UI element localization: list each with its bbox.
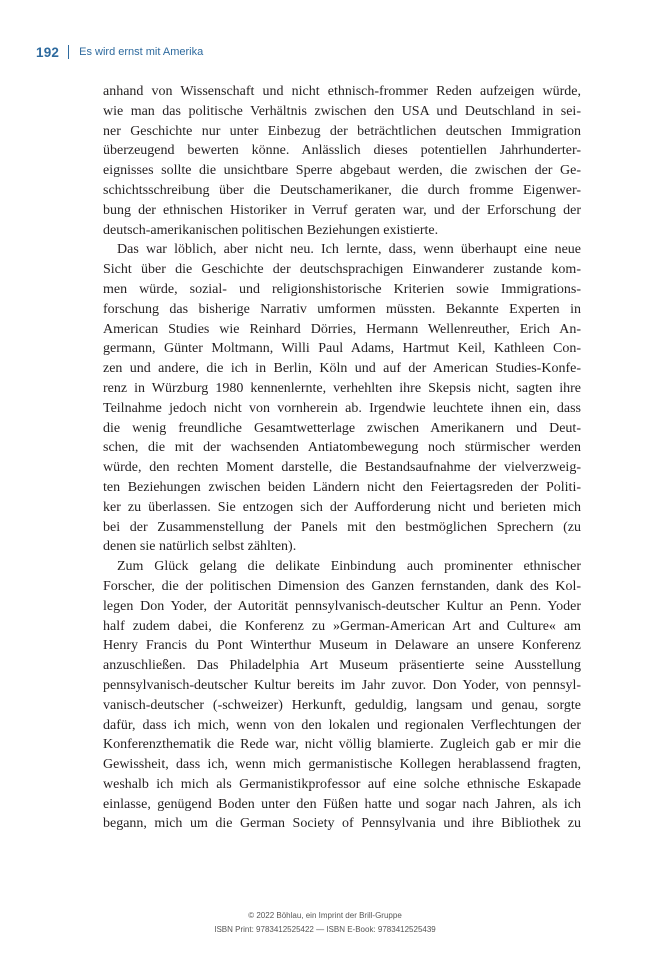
text-line: vanisch-deutscher (-schweizer) Herkunft, geduldig, langsam und genau, sorgte — [103, 697, 581, 713]
text-line: schen, die mit der wachsenden Antiatombewegung noch stürmischer werden — [103, 440, 581, 456]
text-line: Sicht über die Geschichte der deutschsprachigen Einwanderer zustande kom- — [103, 262, 581, 278]
text-line: deutsch-amerikanischen politischen Beziehungen existierte. — [103, 222, 439, 238]
paragraph — [103, 557, 581, 834]
running-header — [36, 42, 203, 62]
text-line: Zum Glück gelang die delikate Einbindung auch prominenter ethnischer — [117, 559, 581, 575]
text-line: Konferenzthematik die Rede war, nicht völlig blamierte. Zugleich gab er mir die — [103, 737, 581, 753]
paragraph — [103, 240, 581, 557]
text-line: legen Don Yoder, der Autorität pennsylvanisch-deutscher Kultur an Penn. Yoder — [103, 598, 581, 614]
text-line: eignisses sollte die unsichtbare Sperre abgebaut werden, die zwischen der Ge- — [103, 163, 581, 179]
footer-isbn: ISBN Print: 9783412525422 — ISBN E-Book: 9783412525439 — [214, 925, 436, 934]
header-divider — [68, 45, 69, 59]
text-line: Henry Francis du Pont Winterthur Museum in Delaware an unsere Konferenz — [103, 638, 581, 654]
text-line: wie man das politische Verhältnis zwischen den USA und Deutschland in sei- — [103, 103, 581, 119]
text-line: schichtsschreibung über die Deutschamerikaner, die durch fromme Eigenwer- — [103, 182, 581, 198]
text-line: Teilnahme jedoch nicht von vornherein ab. Irgendwie leuchtete ihnen ein, dass — [103, 400, 581, 416]
footer — [0, 909, 650, 937]
text-line: American Studies wie Reinhard Dörries, Hermann Wellenreuther, Erich An- — [103, 321, 581, 337]
text-line: überzeugend bewerten könne. Anlässlich dieses potentiellen Jahrhunderter- — [103, 143, 581, 159]
text-line: ner Geschichte nur unter Einbezug der beträchtlichen deutschen Immigration — [103, 123, 581, 139]
text-line: anzuschließen. Das Philadelphia Art Museum präsentierte seine Ausstellung — [103, 658, 581, 674]
text-line: Forscher, die der politischen Dimension des Ganzen fernstanden, dank des Kol- — [103, 578, 581, 594]
text-line: bei der Zusammenstellung der Panels mit den bestmöglichen Sprechern (zu — [103, 519, 581, 535]
text-line: ker zu überlassen. Sie entzogen sich der Aufforderung nicht und berieten mich — [103, 499, 581, 515]
paragraph — [103, 82, 581, 240]
text-line: pennsylvanisch-deutscher Kultur bereits im Jahr zuvor. Don Yoder, von pennsyl- — [103, 677, 581, 693]
text-line: germann, Günter Moltmann, Willi Paul Adams, Hartmut Keil, Kathleen Con- — [103, 341, 581, 357]
text-line: zen und andere, die ich in Berlin, Köln und auf der American Studies-Konfe- — [103, 361, 581, 377]
text-line: renz in Würzburg 1980 kennenlernte, verhehlten ihre Skepsis nicht, sagten ihre — [103, 380, 581, 396]
text-line: anhand von Wissenschaft und nicht ethnisch-frommer Reden aufzeigen würde, — [103, 84, 581, 99]
text-line: einlasse, genügend Boden unter den Füßen hatte und sogar nach Jahren, als ich — [103, 796, 581, 812]
text-line: men würde, sozial- und religionshistorische Kriterien sowie Immigrations- — [103, 281, 581, 297]
text-line: weshalb ich mich als Germanistikprofessor auf eine solche ethnische Eskapade — [103, 776, 581, 792]
page-number: 192 — [36, 44, 60, 60]
text-line: würde, den rechten Moment darstelle, die Bestandsaufnahme der vielverzweig- — [103, 460, 581, 476]
text-line: begann, mich um die German Society of Pennsylvania und ihre Bibliothek zu — [103, 816, 581, 832]
running-title: Es wird ernst mit Amerika — [79, 46, 204, 58]
body-text — [103, 82, 581, 834]
text-line: dafür, dass ich mich, wenn von den lokalen und regionalen Verflechtungen der — [103, 717, 581, 733]
text-line: forschung das bisherige Narrativ umformen müssten. Bekannte Experten in — [103, 301, 581, 317]
text-line: denen sie natürlich selbst zählten). — [103, 539, 297, 555]
text-line: half zudem dabei, die Konferenz zu »German-American Art and Culture« am — [103, 618, 581, 634]
text-line: die wenig freundliche Gesamtwetterlage zwischen Amerikanern und Deut- — [103, 420, 581, 436]
text-line: Das war löblich, aber nicht neu. Ich lernte, dass, wenn überhaupt eine neue — [117, 242, 581, 258]
text-line: ten Beziehungen zwischen beiden Ländern nicht den Feiertagsreden der Politi- — [103, 479, 581, 495]
text-line: bung der ethnischen Historiker in Verruf geraten war, und der Erforschung der — [103, 202, 581, 218]
footer-copyright: © 2022 Böhlau, ein Imprint der Brill-Gruppe — [248, 911, 402, 920]
text-line: Gewissheit, dass ich, wenn mich germanistische Kollegen herablassend fragten, — [103, 757, 581, 773]
